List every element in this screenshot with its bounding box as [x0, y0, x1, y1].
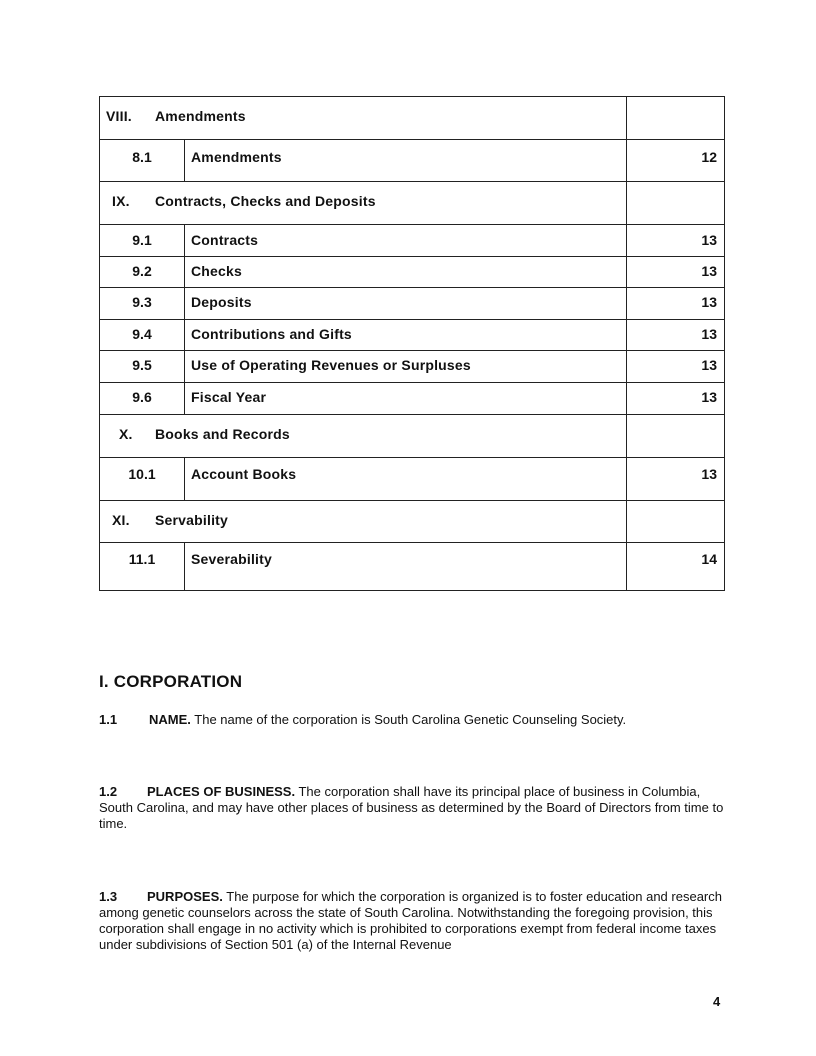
toc-entry-number: 10.1	[128, 466, 156, 482]
toc-entry-title: Amendments	[184, 140, 626, 181]
toc-entry-number: 9.4	[132, 326, 152, 342]
toc-entry-title: Severability	[184, 543, 626, 590]
page-number: 4	[713, 994, 721, 1009]
toc-section-number: IX.	[112, 193, 130, 209]
clause-number: 1.3	[99, 889, 118, 904]
toc-section-header-ix	[99, 181, 725, 224]
toc-entry-page: 13	[626, 383, 724, 414]
toc-page-cell	[626, 415, 627, 457]
toc-section-number: VIII.	[106, 108, 132, 124]
toc-entry-title: Deposits	[184, 288, 626, 319]
toc-entry-page: 13	[626, 351, 724, 382]
toc-section-header-viii	[99, 96, 725, 139]
toc-section-title: Amendments	[155, 108, 246, 124]
toc-entry-title: Fiscal Year	[184, 383, 626, 414]
toc-entry-title: Use of Operating Revenues or Surpluses	[184, 351, 626, 382]
toc-entry-row	[99, 350, 725, 382]
clause-text: The corporation shall have its principal place of business in Columbia, South Carolina, and may have other places of business as determined by the Board of Directors from time to time.	[99, 784, 724, 831]
toc-entry-row	[99, 457, 725, 500]
clause-1-2	[99, 784, 727, 832]
toc-entry-row	[99, 542, 725, 591]
toc-entry-number: 9.3	[132, 294, 152, 310]
clause-1-3	[99, 889, 727, 953]
toc-entry-title: Contracts	[184, 225, 626, 256]
table-of-contents	[99, 96, 725, 593]
toc-entry-number: 9.5	[132, 357, 152, 373]
clause-number: 1.1	[99, 712, 118, 727]
toc-entry-page: 13	[626, 257, 724, 287]
toc-entry-page: 12	[626, 140, 724, 181]
toc-entry-page: 14	[626, 543, 724, 590]
toc-entry-row	[99, 319, 725, 350]
toc-entry-page: 13	[626, 320, 724, 350]
toc-section-title: Servability	[155, 512, 229, 528]
toc-entry-number: 8.1	[132, 149, 152, 165]
toc-section-header-xi	[99, 500, 725, 542]
clause-text: The purpose for which the corporation is organized is to foster education and research among genetic counselors across the state of South Carolina. Notwithstanding the foregoing provision, this corporation shall engage in no activity which is prohibited to corporations exempt from federal income taxes under subdivisions of Section 501 (a) of the Internal Revenue	[99, 889, 722, 952]
clause-number: 1.2	[99, 784, 118, 799]
clause-text: The name of the corporation is South Carolina Genetic Counseling Society.	[194, 712, 627, 727]
toc-page-cell	[626, 97, 627, 139]
toc-page-cell	[626, 182, 627, 224]
toc-entry-row	[99, 224, 725, 256]
toc-page-cell	[626, 501, 627, 542]
toc-entry-number: 11.1	[128, 551, 156, 567]
toc-section-number: XI.	[112, 512, 130, 528]
toc-entry-page: 13	[626, 225, 724, 256]
toc-entry-row	[99, 256, 725, 287]
toc-entry-row	[99, 287, 725, 319]
clause-title: NAME.	[149, 712, 191, 727]
toc-entry-page: 13	[626, 288, 724, 319]
toc-section-number: X.	[119, 426, 133, 442]
toc-section-title: Contracts, Checks and Deposits	[155, 193, 376, 209]
toc-section-title: Books and Records	[155, 426, 290, 442]
toc-entry-number: 9.6	[132, 389, 152, 405]
clause-title: PURPOSES.	[147, 889, 223, 904]
toc-entry-title: Checks	[184, 257, 626, 287]
toc-entry-row	[99, 382, 725, 414]
section-heading: I. CORPORATION	[99, 672, 243, 691]
toc-entry-title: Contributions and Gifts	[184, 320, 626, 350]
toc-entry-title: Account Books	[184, 458, 626, 500]
toc-section-header-x	[99, 414, 725, 457]
toc-entry-row	[99, 139, 725, 181]
clause-1-1	[99, 712, 727, 728]
clause-title: PLACES OF BUSINESS.	[147, 784, 296, 799]
toc-entry-page: 13	[626, 458, 724, 500]
toc-entry-number: 9.1	[132, 232, 152, 248]
toc-entry-number: 9.2	[132, 263, 152, 279]
